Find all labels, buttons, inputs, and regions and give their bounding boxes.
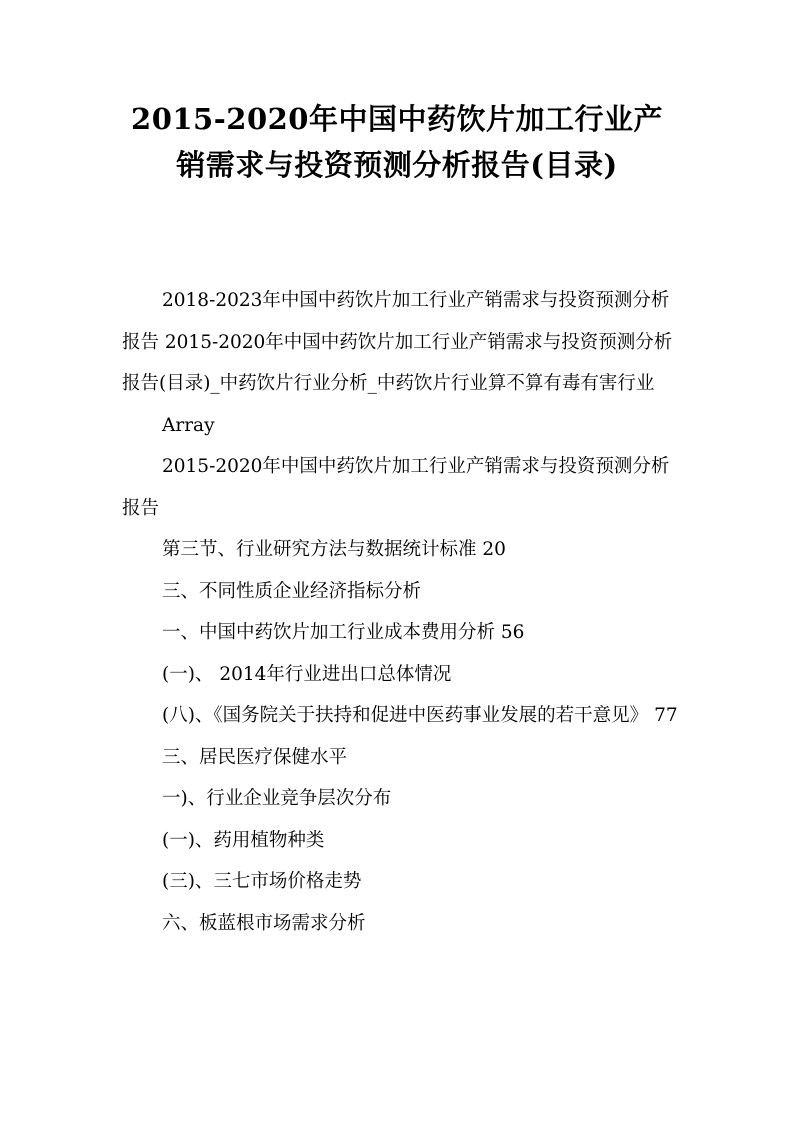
toc-entry: 六、板蓝根市场需求分析 bbox=[162, 912, 366, 934]
title-line-1: 2015-2020年中国中药饮片加工行业产 bbox=[131, 102, 663, 136]
toc-entry: 一、中国中药饮片加工行业成本费用分析 56 bbox=[162, 622, 525, 643]
document-body bbox=[122, 280, 678, 944]
title-line-2: 销需求与投资预测分析报告(目录) bbox=[176, 148, 618, 182]
toc-entry: (八)、《国务院关于扶持和促进中医药事业发展的若干意见》 77 bbox=[162, 705, 678, 726]
paragraph-array: Array bbox=[162, 414, 215, 436]
toc-entry: 一)、行业企业竞争层次分布 bbox=[162, 788, 392, 809]
toc-entry: (一)、药用植物种类 bbox=[162, 829, 325, 851]
paragraph-report-name: 2015-2020年中国中药饮片加工行业产销需求与投资预测分析报告 bbox=[122, 456, 670, 519]
toc-entry: 三、居民医疗保健水平 bbox=[162, 746, 348, 768]
toc-entry: (一)、 2014年行业进出口总体情况 bbox=[162, 663, 452, 685]
toc-entry: 三、不同性质企业经济指标分析 bbox=[162, 580, 422, 602]
toc-entry: 第三节、行业研究方法与数据统计标准 20 bbox=[162, 539, 506, 560]
paragraph-intro: 2018-2023年中国中药饮片加工行业产销需求与投资预测分析报告 2015-2020年中国中药饮片加工行业产销需求与投资预测分析报告(目录)_中药饮片行业分析_中药饮片行业算不算有毒有害行业 bbox=[122, 290, 673, 394]
toc-entry: (三)、三七市场价格走势 bbox=[162, 871, 362, 892]
document-title bbox=[80, 96, 714, 188]
